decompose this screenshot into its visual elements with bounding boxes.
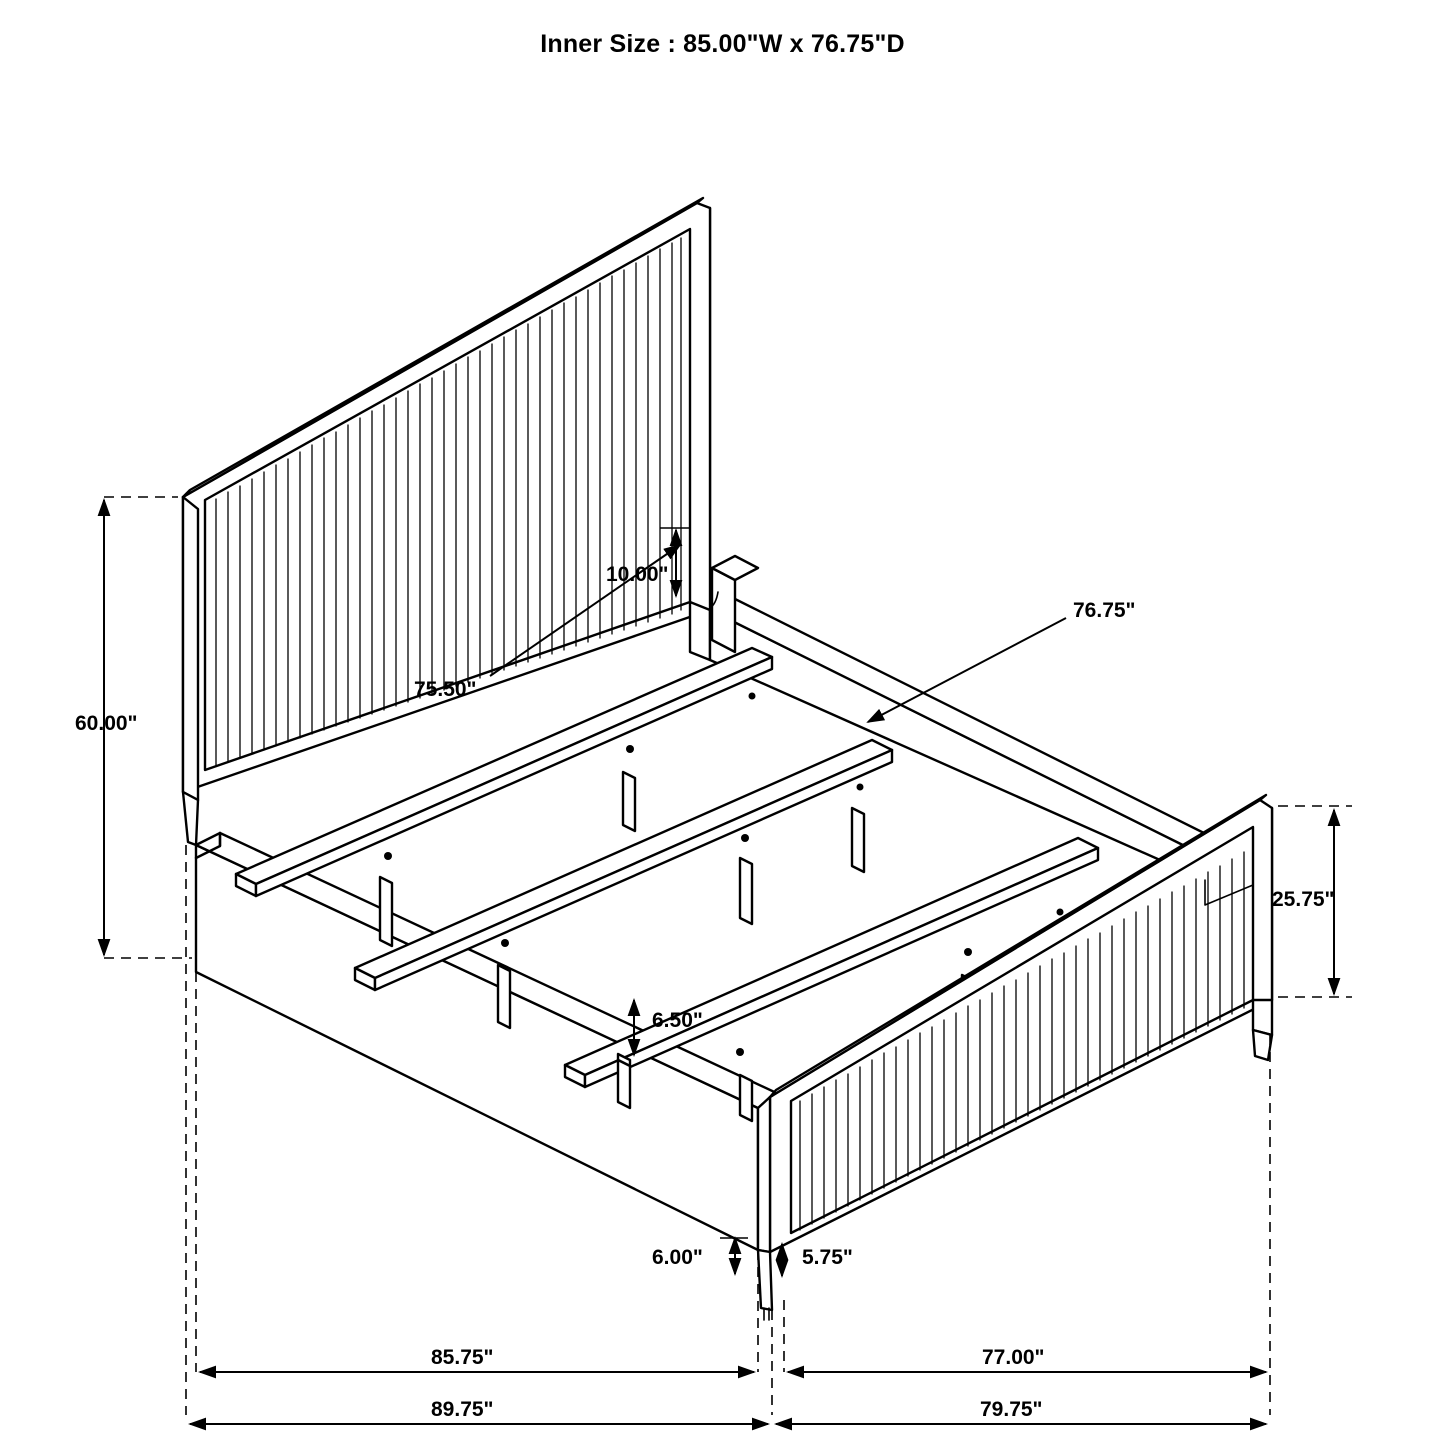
dimension-label-inner-depth: 76.75" (1073, 599, 1136, 622)
dimension-label-overall-width-outer: 79.75" (980, 1398, 1043, 1421)
dimension-label-inner-depth-rail: 75.50" (414, 678, 477, 701)
page-title: Inner Size : 85.00"W x 76.75"D (540, 30, 905, 58)
dimension-label-leg-clearance-right: 5.75" (802, 1246, 853, 1269)
dimension-label-leg-clearance-left: 6.00" (652, 1246, 703, 1269)
dimension-label-overall-width-inner: 77.00" (982, 1346, 1045, 1369)
dimension-label-footboard-height: 25.75" (1272, 888, 1335, 911)
dimension-label-overall-length-inner: 85.75" (431, 1346, 494, 1369)
dimension-label-slat-clearance: 6.50" (652, 1009, 703, 1032)
dimension-label-headboard-height: 60.00" (75, 712, 138, 735)
dimension-label-overall-length-outer: 89.75" (431, 1398, 494, 1421)
dimension-label-headboard-to-rail: 10.00" (606, 563, 669, 586)
